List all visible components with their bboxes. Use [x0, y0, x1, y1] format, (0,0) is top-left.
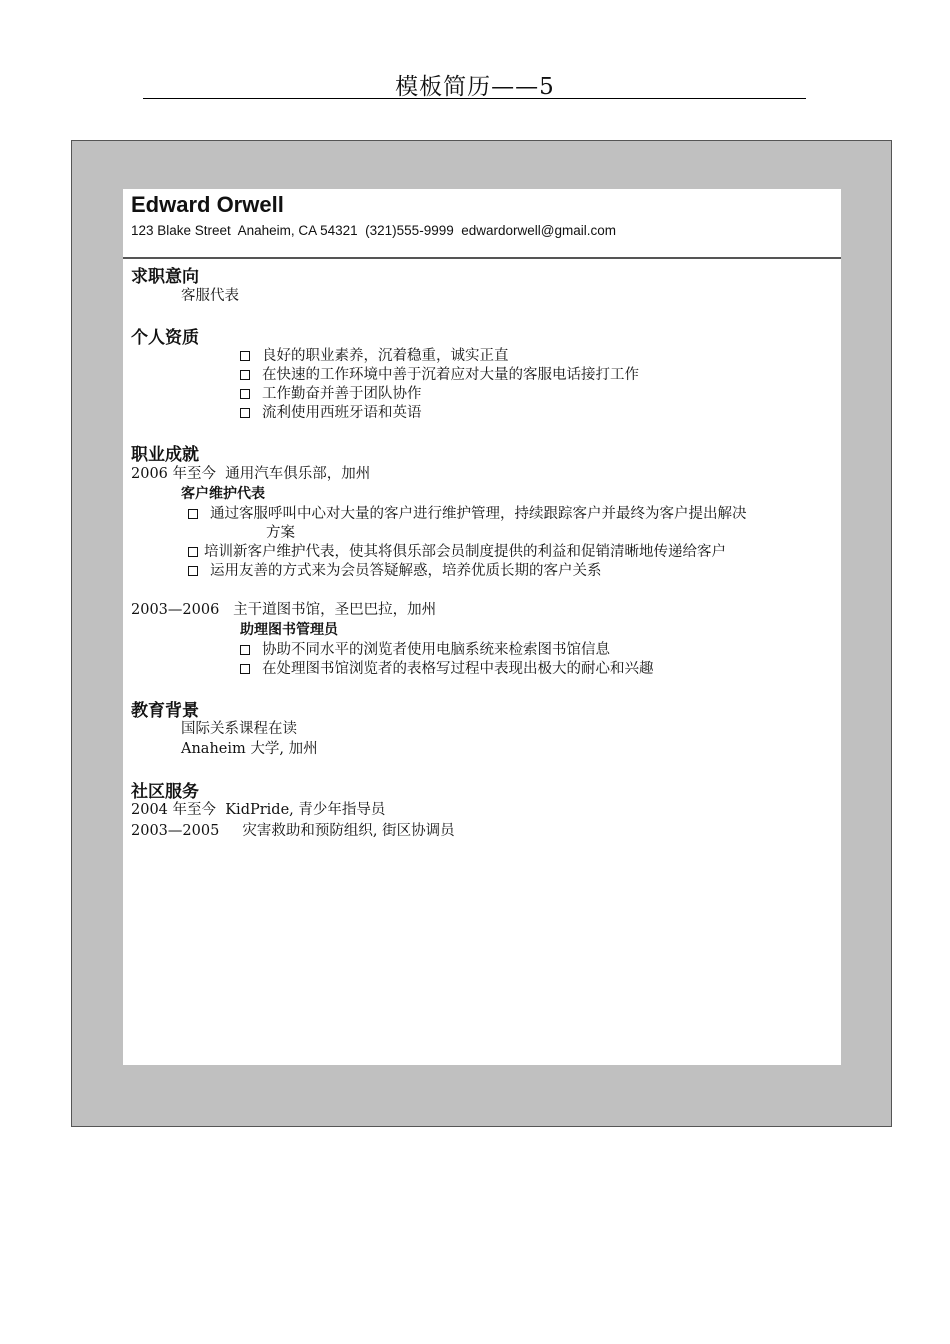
qualification-item: 良好的职业素养，沉着稳重，诚实正直 — [240, 344, 509, 365]
qualification-item: 流利使用西班牙语和英语 — [240, 401, 422, 422]
checkbox-icon — [240, 664, 250, 674]
job-period: 2003—2006 主干道图书馆，圣巴巴拉，加州 — [131, 602, 437, 618]
achievement-item: 通过客服呼叫中心对大量的客户进行维护管理，持续跟踪客户并最终为客户提出解决 — [188, 502, 747, 523]
checkbox-icon — [188, 509, 198, 519]
achievement-item: 协助不同水平的浏览者使用电脑系统来检索图书馆信息 — [240, 638, 610, 659]
achievement-item: 培训新客户维护代表，使其将俱乐部会员制度提供的利益和促销清晰地传递给客户 — [188, 540, 726, 561]
qualification-item: 在快速的工作环境中善于沉着应对大量的客服电话接打工作 — [240, 363, 639, 384]
job-role: 助理图书管理员 — [240, 622, 338, 638]
section-heading-community: 社区服务 — [131, 782, 199, 802]
checkbox-icon — [240, 351, 250, 361]
job-period: 2006 年至今 通用汽车俱乐部，加州 — [131, 466, 371, 482]
qualification-item: 工作勤奋并善于团队协作 — [240, 382, 422, 403]
resume-contact: 123 Blake Street Anaheim, CA 54321 (321)555-9999 edwardorwell@gmail.com — [131, 223, 616, 238]
education-line: 国际关系课程在读 — [181, 721, 297, 737]
achievement-item: 在处理图书馆浏览者的表格写过程中表现出极大的耐心和兴趣 — [240, 657, 654, 678]
checkbox-icon — [240, 389, 250, 399]
objective-text: 客服代表 — [181, 288, 239, 304]
job-role: 客户维护代表 — [181, 486, 265, 502]
title-underline — [143, 98, 806, 99]
page-title: 模板简历——5 — [395, 74, 555, 100]
section-heading-achievements: 职业成就 — [131, 445, 199, 465]
achievement-item-continuation: 方案 — [266, 525, 295, 541]
education-line: Anaheim 大学, 加州 — [181, 741, 318, 757]
section-heading-education: 教育背景 — [131, 701, 199, 721]
checkbox-icon — [240, 645, 250, 655]
achievement-item: 运用友善的方式来为会员答疑解惑，培养优质长期的客户关系 — [188, 559, 602, 580]
checkbox-icon — [188, 547, 198, 557]
community-line: 2003—2005 灾害救助和预防组织, 街区协调员 — [131, 823, 455, 839]
checkbox-icon — [240, 370, 250, 380]
community-line: 2004 年至今 KidPride, 青少年指导员 — [131, 802, 386, 818]
resume-sheet — [123, 189, 841, 1065]
resume-name: Edward Orwell — [131, 192, 284, 217]
header-divider — [123, 257, 841, 259]
section-heading-objective: 求职意向 — [131, 267, 199, 287]
checkbox-icon — [240, 408, 250, 418]
section-heading-qualifications: 个人资质 — [131, 328, 199, 348]
checkbox-icon — [188, 566, 198, 576]
